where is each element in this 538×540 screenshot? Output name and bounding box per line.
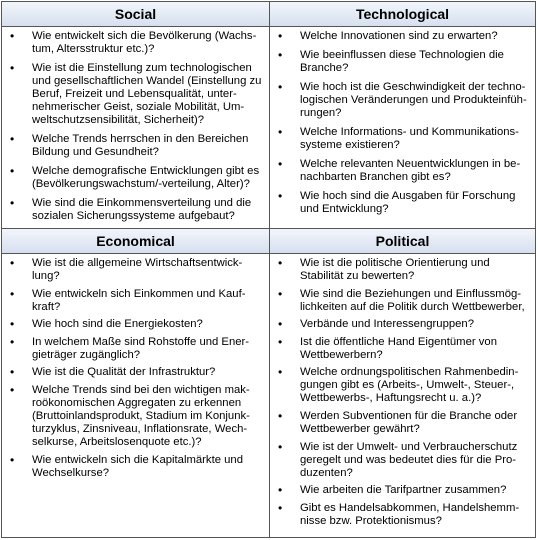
political-header: Political [270, 229, 535, 254]
technological-list [270, 27, 535, 216]
list-item: • Welche Informations- und Kommunikations-systeme existieren? [276, 126, 531, 152]
social-quadrant [2, 2, 270, 229]
list-item: • Wie hoch sind die Energiekosten? [8, 318, 265, 331]
list-item: • Wie arbeiten die Tarifpartner zusammen? [276, 484, 531, 497]
list-item: • Welche Innovationen sind zu erwarten? [276, 30, 531, 43]
list-item: • Wie entwickelt sich die Bevölkerung (Wachs-tum, Altersstruktur etc.)? [8, 30, 265, 56]
economical-quadrant [2, 229, 270, 537]
political-quadrant [270, 229, 535, 537]
pest-analysis-table [1, 1, 536, 538]
list-item: • Wie sind die Einkommensverteilung und die sozialen Sicherungssysteme aufgebaut? [8, 197, 265, 223]
list-item: • Welche ordnungspolitischen Rahmenbedin-gungen gibt es (Arbeits-, Umwelt-, Steuer-, Wettbewerbs-, Haftungsrecht u. a.)? [276, 366, 531, 405]
list-item: • Welche relevanten Neuentwicklungen in be-nachbarten Branchen gibt es? [276, 158, 531, 184]
social-header: Social [2, 2, 269, 27]
list-item: • Wie ist die Qualität der Infrastruktur? [8, 366, 265, 379]
list-item: • Wie beeinflussen diese Technologien die Branche? [276, 49, 531, 75]
list-item: • Wie ist die Einstellung zum technologischen und gesellschaftlichen Wandel (Einstellung zu Beruf, Freizeit und Lebensqualität, unter-nehmerischer Geist, soziale Mobilität, Um-weltschutzsensibilität, Sicherheit)? [8, 62, 265, 127]
economical-header: Economical [2, 229, 269, 254]
list-item: • Wie ist die allgemeine Wirtschaftsentwick-lung? [8, 257, 265, 283]
list-item: • Verbände und Interessengruppen? [276, 318, 531, 331]
list-item: • Wie entwickeln sich Einkommen und Kauf-kraft? [8, 288, 265, 314]
political-list [270, 254, 535, 528]
list-item: • Wie hoch ist die Geschwindigkeit der techno-logischen Veränderungen und Produkteinfüh-rungen? [276, 81, 531, 120]
list-item: • Welche demografische Entwicklungen gibt es (Bevölkerungswachstum/-verteilung, Alter)? [8, 165, 265, 191]
list-item: • Ist die öffentliche Hand Eigentümer von Wettbewerbern? [276, 336, 531, 362]
list-item: • Gibt es Handelsabkommen, Handelshemm-nisse bzw. Protektionismus? [276, 502, 531, 528]
list-item: • Werden Subventionen für die Branche oder Wettbewerber gewährt? [276, 410, 531, 436]
list-item: • Wie entwickeln sich die Kapitalmärkte und Wechselkurse? [8, 454, 265, 480]
list-item: • In welchem Maße sind Rohstoffe und Ener-gieträger zugänglich? [8, 336, 265, 362]
list-item: • Wie sind die Beziehungen und Einflussmög-lichkeiten auf die Politik durch Wettbewerber, [276, 288, 531, 314]
technological-quadrant [270, 2, 535, 229]
social-list [2, 27, 269, 223]
economical-list [2, 254, 269, 480]
list-item: • Wie hoch sind die Ausgaben für Forschung und Entwicklung? [276, 190, 531, 216]
list-item: • Wie ist die politische Orientierung und Stabilität zu bewerten? [276, 257, 531, 283]
list-item: • Welche Trends sind bei den wichtigen mak-roökonomischen Aggregaten zu erkennen (Bruttoinlandsprodukt, Stadium im Konjunk-turzyklus, Zinsniveau, Inflationsrate, Wech-selkurse, Arbeitslosenquote etc.)? [8, 384, 265, 449]
list-item: • Welche Trends herrschen in den Bereichen Bildung und Gesundheit? [8, 133, 265, 159]
list-item: • Wie ist der Umwelt- und Verbraucherschutz geregelt und was bedeutet dies für die Pro-duzenten? [276, 441, 531, 480]
technological-header: Technological [270, 2, 535, 27]
